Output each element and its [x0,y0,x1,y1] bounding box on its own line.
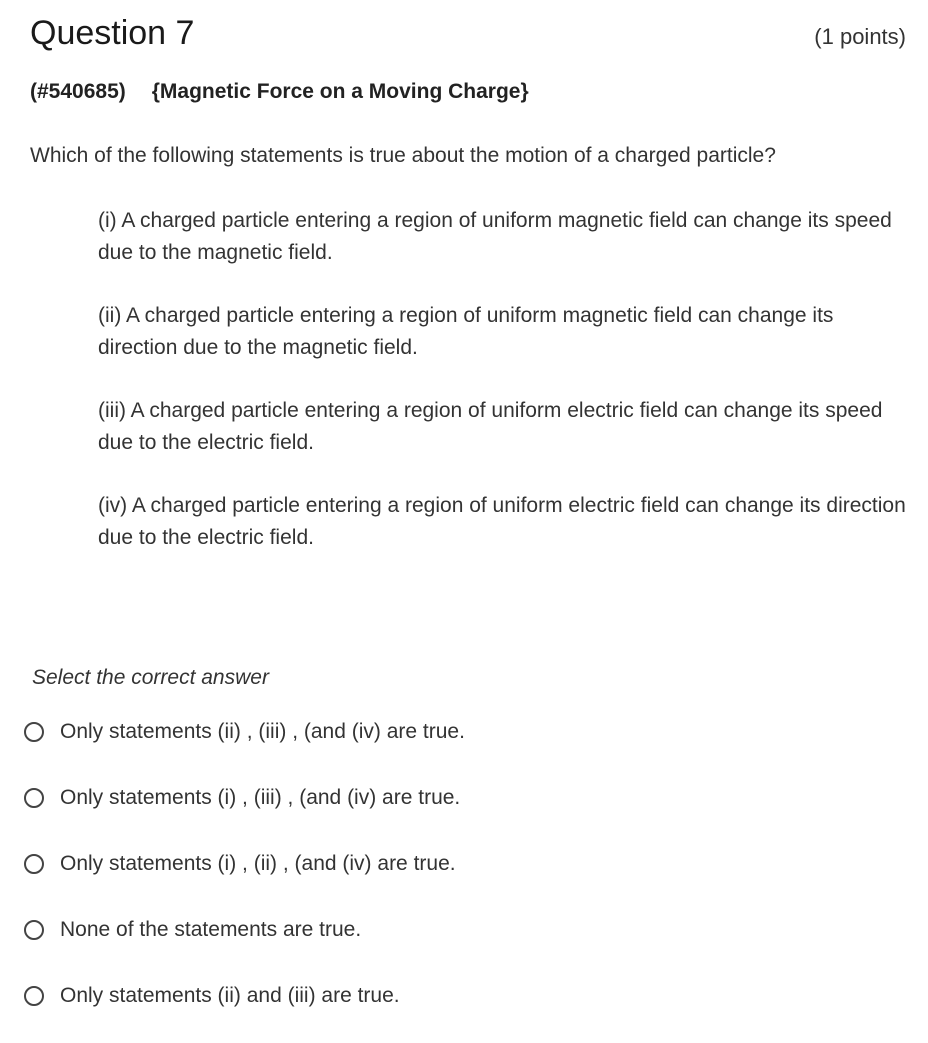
answer-option-label[interactable]: Only statements (ii) , (iii) , (and (iv) are true. [60,720,465,743]
answer-option-label[interactable]: None of the statements are true. [60,918,362,941]
radio-button-icon[interactable] [24,722,44,742]
answer-option-label[interactable]: Only statements (i) , (iii) , (and (iv) are true. [60,786,461,809]
radio-button-icon[interactable] [24,920,44,940]
question-header [30,14,906,53]
statement-ii: (ii) A charged particle entering a region of uniform magnetic field can change its direction due to the magnetic field. [98,304,834,359]
answer-option-label[interactable]: Only statements (ii) and (iii) are true. [60,984,400,1007]
answer-option-3[interactable] [24,845,904,883]
statement-iii: (iii) A charged particle entering a region of uniform electric field can change its speed due to the electric field. [98,399,883,454]
answer-option-2[interactable] [24,779,904,817]
answer-option-label[interactable]: Only statements (i) , (ii) , (and (iv) are true. [60,852,456,875]
question-points: (1 points) [814,24,906,49]
question-id: (#540685) [30,80,126,103]
answer-option-4[interactable] [24,911,904,949]
question-topic: {Magnetic Force on a Moving Charge} [151,80,529,103]
statement-i: (i) A charged particle entering a region of uniform magnetic field can change its speed due to the magnetic field. [98,209,892,264]
answer-option-1[interactable] [24,713,904,751]
statement-list [98,205,918,585]
answer-options [24,713,904,1043]
question-meta [30,80,529,104]
statement-iv: (iv) A charged particle entering a region of uniform electric field can change its direction due to the electric field. [98,494,906,549]
answer-prompt: Select the correct answer [32,666,269,689]
answer-option-5[interactable] [24,977,904,1015]
radio-button-icon[interactable] [24,854,44,874]
radio-button-icon[interactable] [24,986,44,1006]
radio-button-icon[interactable] [24,788,44,808]
question-stem: Which of the following statements is true about the motion of a charged particle? [30,144,776,167]
question-title: Question 7 [30,14,195,52]
